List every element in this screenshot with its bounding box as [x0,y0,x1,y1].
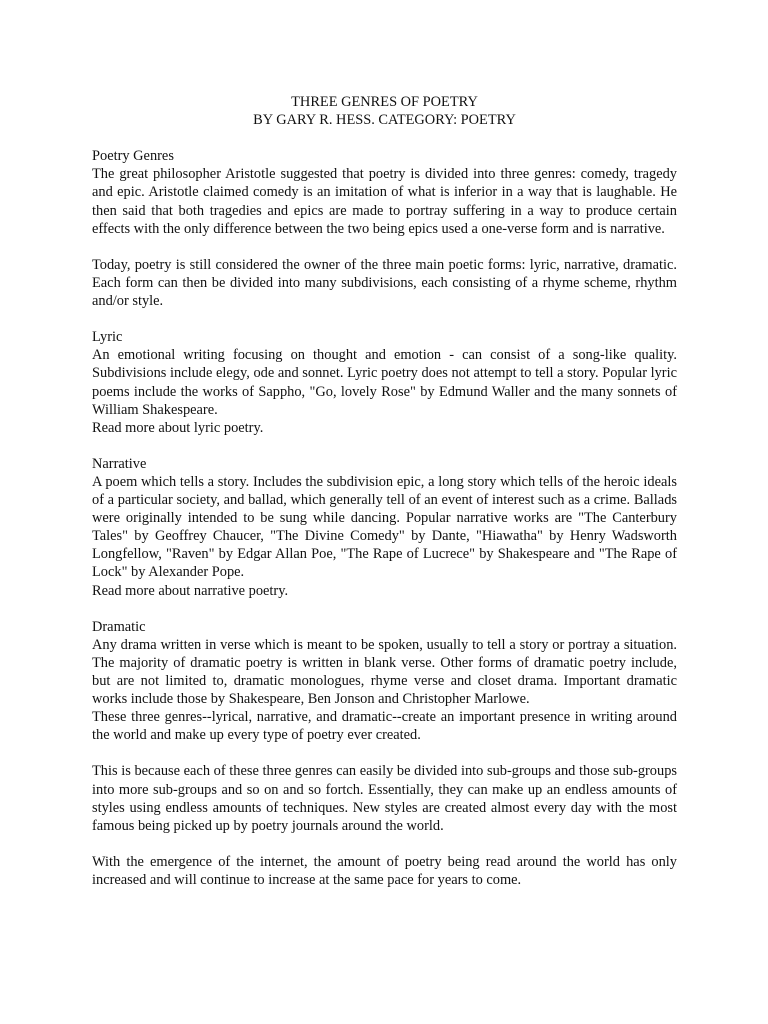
conclusion-paragraph-1: This is because each of these three genres can easily be divided into sub-groups and those sub-groups into more sub-groups and so on and so fortch. Essentially, they can make up an endless amounts of styles using endless amounts of techniques. New styles are created almost every day with the most famous being picked up by poetry journals around the world. [92,763,677,834]
section-heading-poetry-genres: Poetry Genres [92,148,174,165]
document-page [92,93,677,889]
paragraph-gap [92,744,677,762]
conclusion-paragraph-2: With the emergence of the internet, the amount of poetry being read around the world has only increased and will continue to increase at the same pace for years to come. [92,853,677,889]
paragraph-gap [92,835,677,853]
intro-paragraph-2: Today, poetry is still considered the owner of the three main poetic forms: lyric, narrative, dramatic. Each form can then be divided into many subdivisions, each consisting of a rhyme scheme, rhythm and/or style. [92,256,677,310]
section-heading-dramatic: Dramatic [92,618,146,635]
intro-paragraph-1: The great philosopher Aristotle suggested that poetry is divided into three genres: comedy, tragedy and epic. Aristotle claimed comedy is an imitation of what is inferior in a way that is laughable. He then said that both tragedies and epics are made to portray suffering in a way to produce certain effects with the only difference between the two being epics used a one-verse form and is narrative. [92,166,677,237]
genres-summary-paragraph: These three genres--lyrical, narrative, and dramatic--create an important presence in writing around the world and make up every type of poetry ever created. [92,709,677,744]
paragraph-gap [92,600,677,618]
lyric-paragraph: An emotional writing focusing on thought and emotion - can consist of a song-like quality. Subdivisions include elegy, ode and sonnet. Lyric poetry does not attempt to tell a story. Popular lyric poems include the works of Sappho, "Go, lovely Rose" by Edmund Waller and the many sonnets of William Shakespeare. [92,347,677,418]
paragraph-gap [92,238,677,256]
section-heading-narrative: Narrative [92,455,147,472]
narrative-paragraph: A poem which tells a story. Includes the subdivision epic, a long story which tells of the heroic ideals of a particular society, and ballad, which generally tell of an event of interest such as a crime. Ballads were originally intended to be sung while dancing. Popular narrative works are "The Canterbury Tales" by Geoffrey Chaucer, "The Divine Comedy" by Dante, "Hiawatha" by Henry Wadsworth Longfellow, "Raven" by Edgar Allan Poe, "The Rape of Lucrece" by Shakespeare and "The Rape of Lock" by Alexander Pope. [92,473,677,581]
document-title: THREE GENRES OF POETRY [291,94,478,110]
paragraph-gap [92,437,677,455]
lyric-read-more-link[interactable]: Read more about lyric poetry. [92,419,264,436]
title-block [92,93,677,129]
paragraph-gap [92,310,677,328]
section-heading-lyric: Lyric [92,329,123,346]
narrative-read-more-link[interactable]: Read more about narrative poetry. [92,582,289,599]
document-byline: BY GARY R. HESS. CATEGORY: POETRY [253,112,516,129]
dramatic-paragraph: Any drama written in verse which is meant to be spoken, usually to tell a story or portray a situation. The majority of dramatic poetry is written in blank verse. Other forms of dramatic poetry include, but are not limited to, dramatic monologues, rhyme verse and closet drama. Important dramatic works include those by Shakespeare, Ben Jonson and Christopher Marlowe. [92,636,677,708]
